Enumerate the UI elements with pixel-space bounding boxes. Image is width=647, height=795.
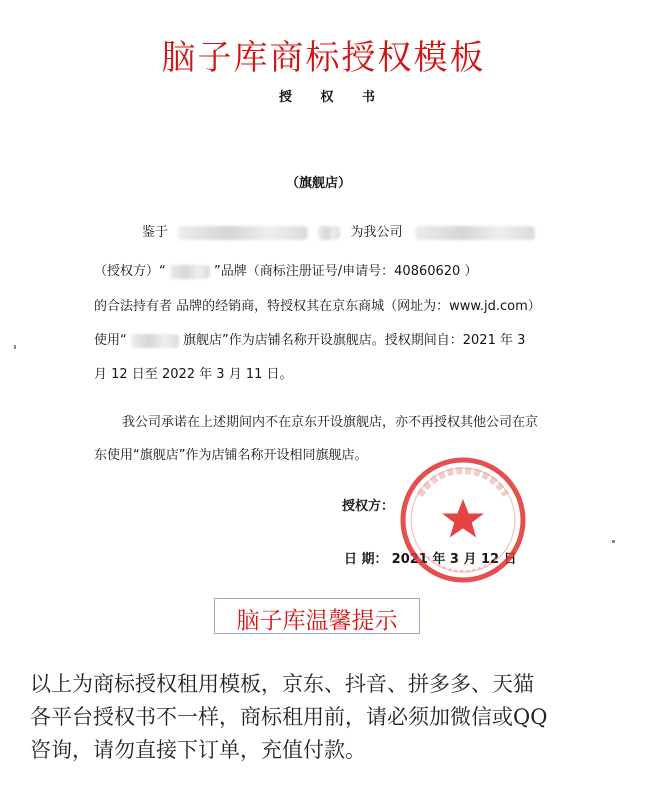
scan-mark <box>14 345 16 349</box>
scan-mark <box>612 540 615 543</box>
para1-line1-start: 鉴于 <box>142 225 169 240</box>
tip-note <box>30 668 630 767</box>
redacted-brand-2 <box>131 334 179 348</box>
store-type-label: （旗舰店） <box>286 176 352 191</box>
date-label: 日 期： <box>344 552 388 567</box>
para1-line4-end: 旗舰店”作为店铺名称开设旗舰店。授权期间自：2021 年 3 <box>183 333 526 348</box>
tip-note-line: 各平台授权书不一样，商标租用前，请必须加微信或QQ <box>30 705 548 729</box>
para1-line2-start: （授权方）“ <box>94 264 166 279</box>
para2-line1: 我公司承诺在上述期间内不在京东开设旗舰店，亦不再授权其他公司在京 <box>122 415 539 430</box>
para1-line1 <box>142 221 535 240</box>
para1-line2 <box>94 260 477 279</box>
para1-line4-start: 使用“ <box>94 333 127 348</box>
redacted-licensee <box>415 226 535 240</box>
redacted-brand <box>170 265 210 279</box>
tip-note-line: 咨询，请勿直接下订单，充值付款。 <box>30 738 366 762</box>
redacted-company <box>178 226 308 240</box>
page-title: 脑子库商标授权模板 <box>161 38 486 78</box>
para1-line5: 月 12 日至 2022 年 3 月 11 日。 <box>94 367 293 382</box>
tip-title: 脑子库温馨提示 <box>236 608 398 634</box>
company-seal-icon <box>398 455 528 585</box>
grantor-label: 授权方： <box>342 499 395 514</box>
para1-line2-end: ”品牌（商标注册证号/申请号：40860620 ） <box>214 264 478 279</box>
para1-line3: 的合法持有者 品牌的经销商，特授权其在京东商城（网址为：www.jd.com） <box>94 299 541 314</box>
para1-line1-end: 为我公司 <box>350 225 403 240</box>
tip-note-line: 以上为商标授权租用模板，京东、抖音、拼多多、天猫 <box>30 672 534 696</box>
redacted-suffix <box>318 226 340 240</box>
document-heading: 授 权 书 <box>279 90 388 105</box>
para2-line2: 东使用“旗舰店”作为店铺名称开设相同旗舰店。 <box>94 448 368 463</box>
date-value: 2021 年 3 月 12 日 <box>391 552 517 567</box>
para1-line4 <box>94 329 525 348</box>
